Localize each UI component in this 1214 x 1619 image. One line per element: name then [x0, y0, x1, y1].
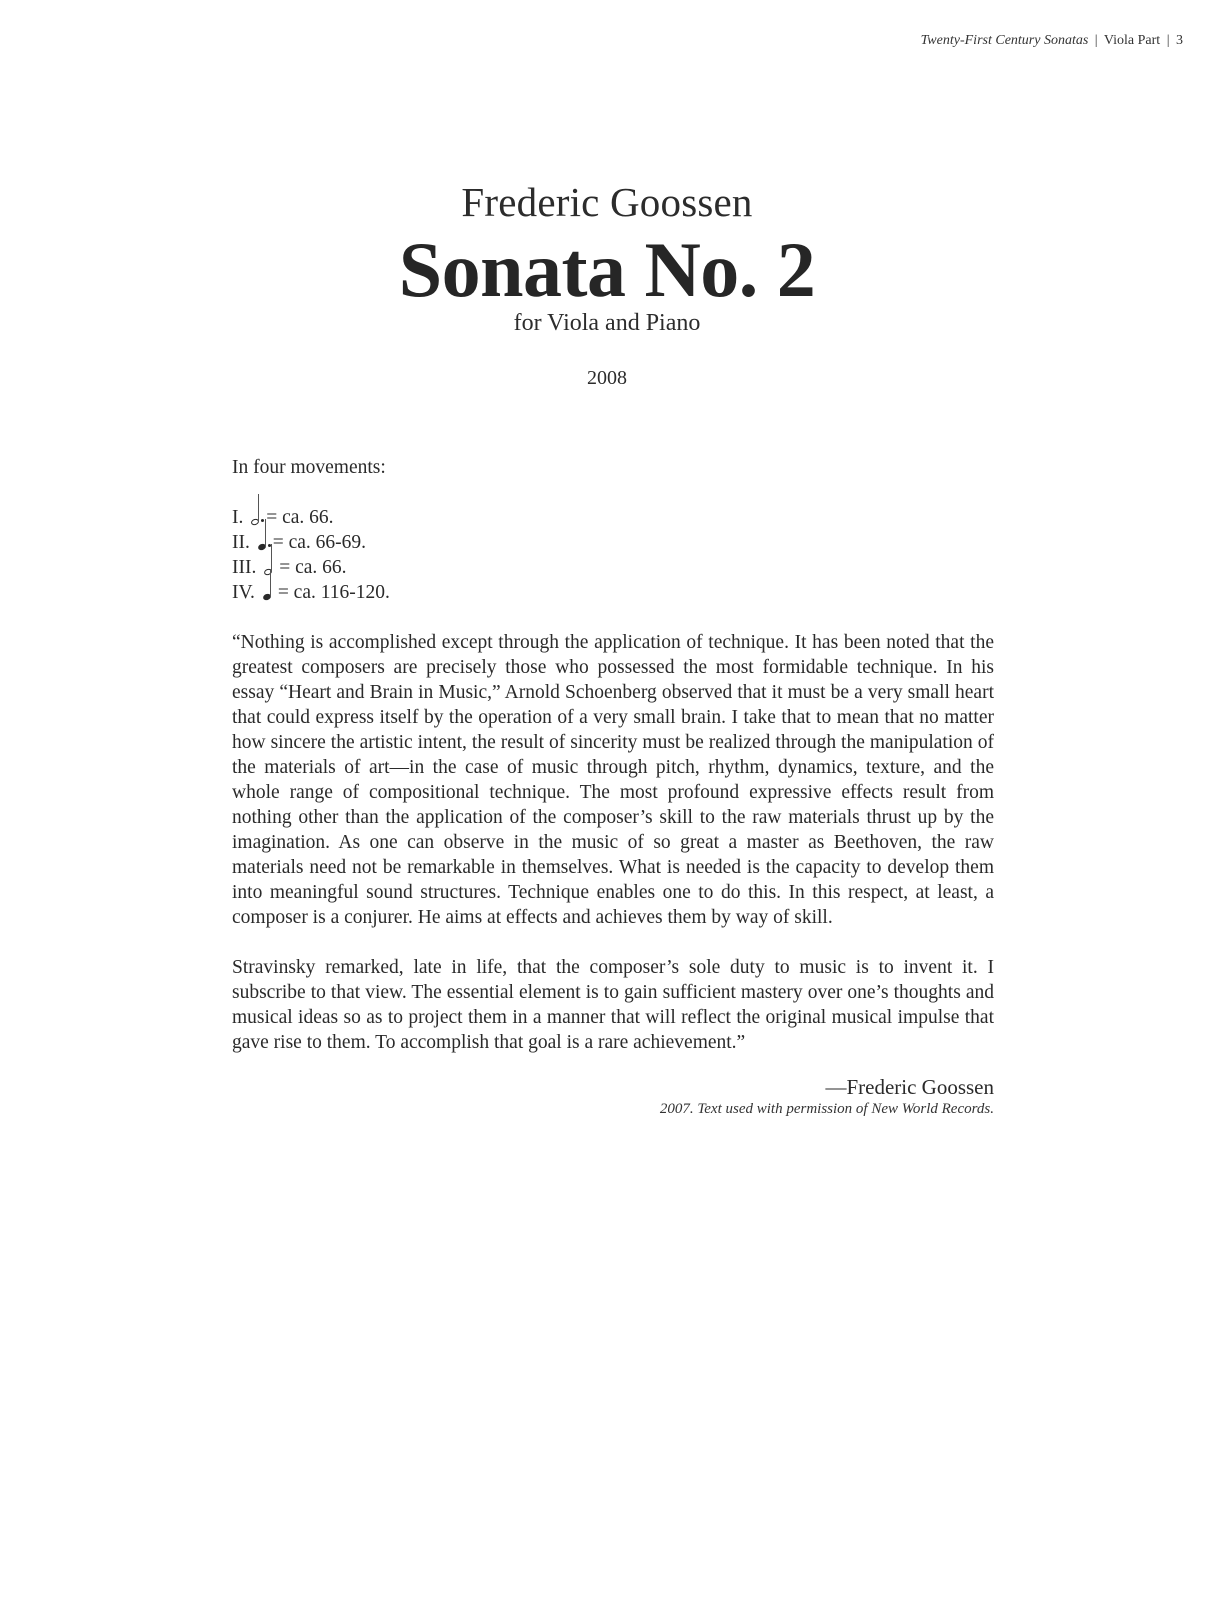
running-header: [921, 33, 1183, 49]
page-number: 3: [1176, 33, 1183, 48]
movement-tempo: = ca. 66.: [266, 507, 334, 528]
movement-tempo: = ca. 66-69.: [272, 532, 367, 553]
quote-attribution: —Frederic Goossen: [825, 1075, 994, 1099]
dotted-quarter-note-icon: [257, 530, 271, 555]
quote-paragraph: “Nothing is accomplished except through the application of technique. It has been noted that the greatest composers are precisely those who possessed the most formidable technique. In his essay “Heart and Brain in Music,” Arnold Schoenberg observed that it must be a very small heart that could express itself by the operation of a very small brain. I take that to mean that no matter how sincere the artistic intent, the result of sincerity must be realized through the manipulation of the materials of art—in the case of music through pitch, rhythm, dynamics, texture, and the whole range of compositional technique. The most profound expressive effects result from nothing other than the application of the composer’s skill to the raw materials thrust up by the imagination. As one can observe in the music of so great a master as Beethoven, the raw materials need not be remarkable in themselves. What is needed is the capacity to develop them into meaningful sound structures. Technique enables one to do this. In this respect, at least, a composer is a conjurer. He aims at effects and achieves them by way of skill.: [232, 632, 994, 928]
header-separator: |: [1166, 33, 1170, 48]
composition-year: 2008: [587, 367, 627, 389]
permission-note: 2007. Text used with permission of New World Records.: [659, 1101, 994, 1117]
movement-numeral: I.: [232, 507, 244, 528]
movement-tempo: = ca. 66.: [279, 557, 347, 578]
main-content: [232, 455, 994, 1118]
movement-tempo: = ca. 116-120.: [277, 582, 390, 603]
title-block: [0, 178, 1214, 390]
movements-intro: In four movements:: [232, 457, 386, 478]
movement-numeral: III.: [232, 557, 257, 578]
instrumentation: for Viola and Piano: [513, 310, 701, 336]
movement-item: [232, 555, 994, 580]
movement-item: [232, 505, 994, 530]
movements-list: [232, 505, 994, 605]
movement-item: [232, 530, 994, 555]
composer-name: Frederic Goossen: [461, 179, 753, 225]
dotted-half-note-icon: [250, 505, 264, 530]
quote-paragraph: Stravinsky remarked, late in life, that the composer’s sole duty to music is to invent it. I subscribe to that view. The essential element is to gain sufficient mastery over one’s thoughts and musical ideas so as to project them in a manner that will reflect the original musical impulse that gave rise to them. To accomplish that goal is a rare achievement.”: [232, 957, 994, 1053]
movement-numeral: II.: [232, 532, 250, 553]
series-title: Twenty-First Century Sonatas: [920, 33, 1089, 48]
quarter-note-icon: [262, 580, 276, 605]
movement-item: [232, 580, 994, 605]
header-separator: |: [1094, 33, 1098, 48]
part-name: Viola Part: [1103, 33, 1161, 48]
page-title: Sonata No. 2: [398, 226, 816, 313]
movement-numeral: IV.: [232, 582, 255, 603]
